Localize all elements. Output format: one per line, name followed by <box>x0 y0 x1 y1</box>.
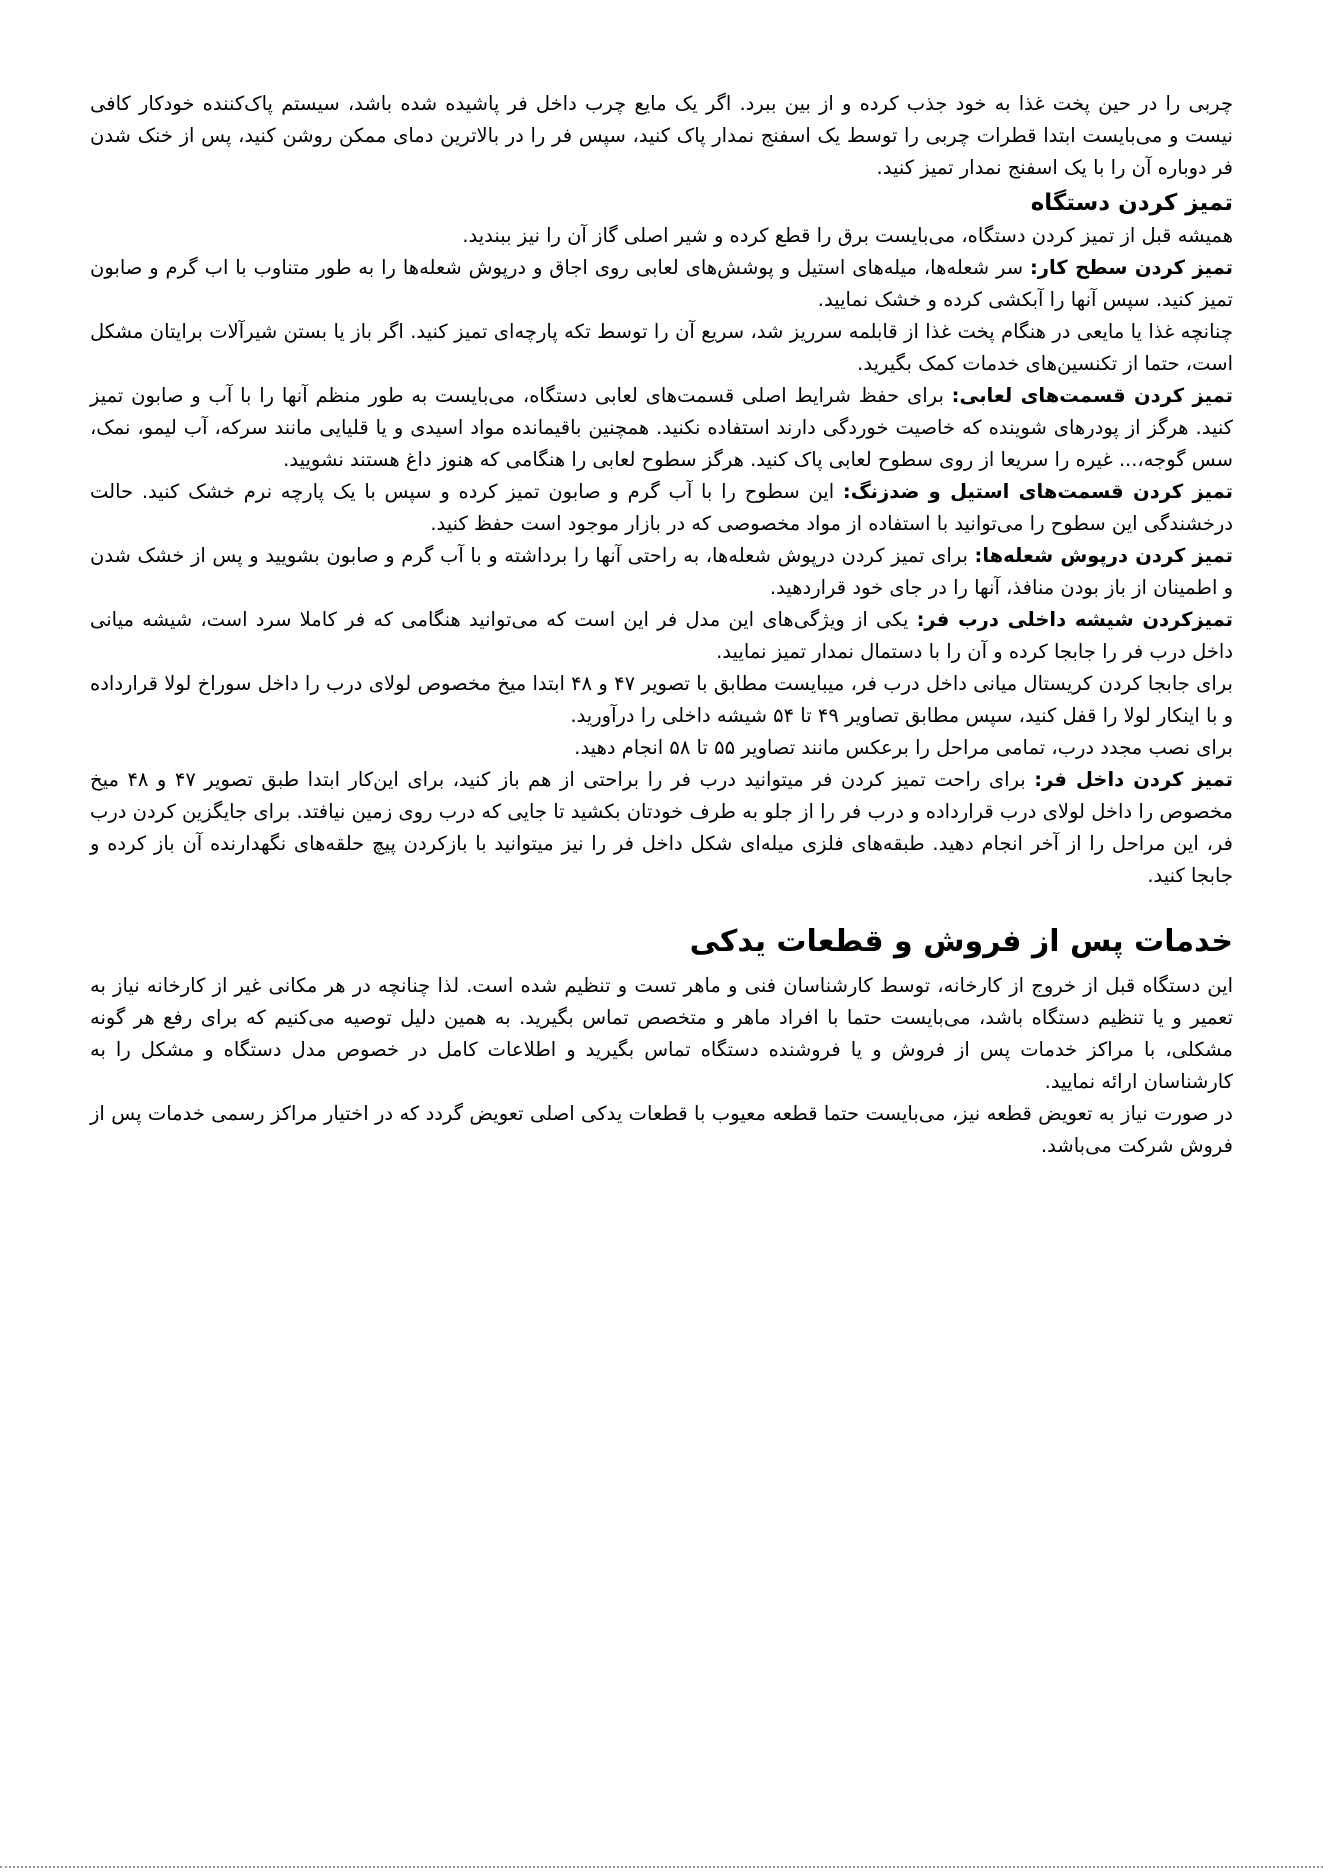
enamel-lead: تمیز کردن قسمت‌های لعابی: <box>951 384 1233 407</box>
work-surface-text: سر شعله‌ها، میله‌های استیل و پوشش‌های لعابی روی اجاق و درپوش شعله‌ها را به طور متناوب با اب گرم و صابون تمیز کنید. سپس آنها را آبکشی کرده و خشک نمایید. <box>90 256 1233 311</box>
spill-paragraph: چنانچه غذا یا مایعی در هنگام پخت غذا از قابلمه سرریز شد، سریع آن را توسط تکه پارچه‌ای تمیز کنید. اگر باز یا بستن شیرآلات برایتان مشکل است، حتما از تکنسین‌های خدمات کمک بگیرید. <box>90 320 1233 375</box>
steel-paragraph <box>90 476 1233 540</box>
steel-lead: تمیز کردن قسمت‌های استیل و ضدزنگ: <box>842 480 1233 503</box>
enamel-text: برای حفظ شرایط اصلی قسمت‌های لعابی دستگاه، می‌بایست به طور منظم آنها را با آب و صابون تمیز کنید. هرگز از پودرهای شوینده که خاصیت خوردگی دارند استفاده نکنید. همچنین باقیمانده مواد اسیدی و یا قلیایی مانند سرکه، آب لیمو، نمک، سس گوجه،... غیره را سریعا از روی سطوح لعابی پاک کنید. هرگز سطوح لعابی را هنگامی که هنوز داغ هستند نشویید. <box>90 384 1233 471</box>
spare-parts-paragraph: در صورت نیاز به تعویض قطعه نیز، می‌بایست حتما قطعه معیوب با قطعات یدکی اصلی تعویض گردد که در اختیار مراکز رسمی خدمات پس از فروش شرکت می‌باشد. <box>90 1102 1233 1157</box>
oven-interior-lead: تمیز کردن داخل فر: <box>1034 768 1233 791</box>
burner-caps-text: برای تمیز کردن درپوش شعله‌ها، به راحتی آنها را برداشته و با آب گرم و صابون بشویید و پس از خشک شدن و اطمینان از باز بودن منافذ، آنها را در جای خود قراردهید. <box>90 544 1233 599</box>
door-glass-paragraph <box>90 604 1233 668</box>
work-surface-lead: تمیز کردن سطح کار: <box>1029 256 1234 279</box>
enamel-paragraph <box>90 380 1233 476</box>
door-glass-lead: تمیزکردن شیشه داخلی درب فر: <box>916 608 1233 631</box>
work-surface-paragraph <box>90 252 1233 316</box>
steel-text: این سطوح را با آب گرم و صابون تمیز کرده و سپس با یک پارچه نرم خشک کنید. حالت درخشندگی این سطوح را می‌توانید با استفاده از مواد مخصوصی که در بازار موجود است حفظ کنید. <box>90 480 1233 535</box>
cleaning-heading: تمیز کردن دستگاه <box>1030 190 1233 216</box>
footer-divider <box>0 1866 1323 1868</box>
door-crystal-paragraph: برای جابجا کردن کریستال میانی داخل درب فر، میبایست مطابق با تصویر ۴۷ و ۴۸ ابتدا میخ مخصوص لولای درب را داخل سوراخ لولا قرارداده و با اینکار لولا را قفل کنید، سپس مطابق تصاویر ۴۹ تا ۵۴ شیشه داخلی را درآورید. <box>90 672 1233 727</box>
door-reinstall-paragraph: برای نصب مجدد درب، تمامی مراحل را برعکس مانند تصاویر ۵۵ تا ۵۸ انجام دهید. <box>574 736 1233 759</box>
door-glass-text: یکی از ویژگی‌های این مدل فر این است که می‌توانید هنگامی که فر کاملا سرد است، شیشه میانی داخل درب فر را جابجا کرده و آن را با دستمال نمدار تمیز نمایید. <box>90 608 1233 663</box>
service-paragraph: این دستگاه قبل از خروج از کارخانه، توسط کارشناسان فنی و ماهر تست و تنظیم شده است. لذا چنانچه در هر مکانی غیر از کارخانه نیاز به تعمیر و یا تنظیم دستگاه باشد، می‌بایست حتما با افراد ماهر و متخصص تماس بگیرید. به همین دلیل توصیه می‌کنیم که برای رفع هر گونه مشکلی، با مراکز خدمات پس از فروش و یا فروشنده دستگاه تماس بگیرید و اطلاعات کامل در خصوص مدل دستگاه و مشکل را به کارشناسان ارائه نمایید. <box>90 974 1233 1093</box>
oven-interior-paragraph <box>90 764 1233 892</box>
intro-paragraph: چربی را در حین پخت غذا به خود جذب کرده و از بین ببرد. اگر یک مایع چرب داخل فر پاشیده شده باشد، سیستم پاک‌کننده خودکار کافی نیست و می‌بایست ابتدا قطرات چربی را توسط یک اسفنج نمدار پاک کنید، سپس فر را در بالاترین دمای ممکن روشن کنید، پس از خنک شدن فر دوباره آن را با یک اسفنج نمدار تمیز کنید. <box>90 92 1233 179</box>
cleaning-intro-paragraph: همیشه قبل از تمیز کردن دستگاه، می‌بایست برق را قطع کرده و شیر اصلی گاز آن را نیز ببندید. <box>462 224 1233 247</box>
service-heading: خدمات پس از فروش و قطعات یدکی <box>689 924 1233 959</box>
burner-caps-paragraph <box>90 540 1233 604</box>
oven-interior-text: برای راحت تمیز کردن فر میتوانید درب فر را براحتی از هم باز کنید، برای این‌کار ابتدا طبق تصویر ۴۷ و ۴۸ میخ مخصوص را داخل لولای درب قرارداده و درب فر را از جلو به طرف خودتان بکشید تا جایی که درب روی زمین نیافتد. برای جایگزین کردن درب فر، این مراحل را از آخر انجام دهید. طبقه‌های فلزی میله‌ای شکل داخل فر را نیز میتوانید با بازکردن پیچ حلقه‌های نگهدارنده آن باز کرده و جابجا کنید. <box>90 768 1233 887</box>
burner-caps-lead: تمیز کردن درپوش شعله‌ها: <box>974 544 1233 567</box>
